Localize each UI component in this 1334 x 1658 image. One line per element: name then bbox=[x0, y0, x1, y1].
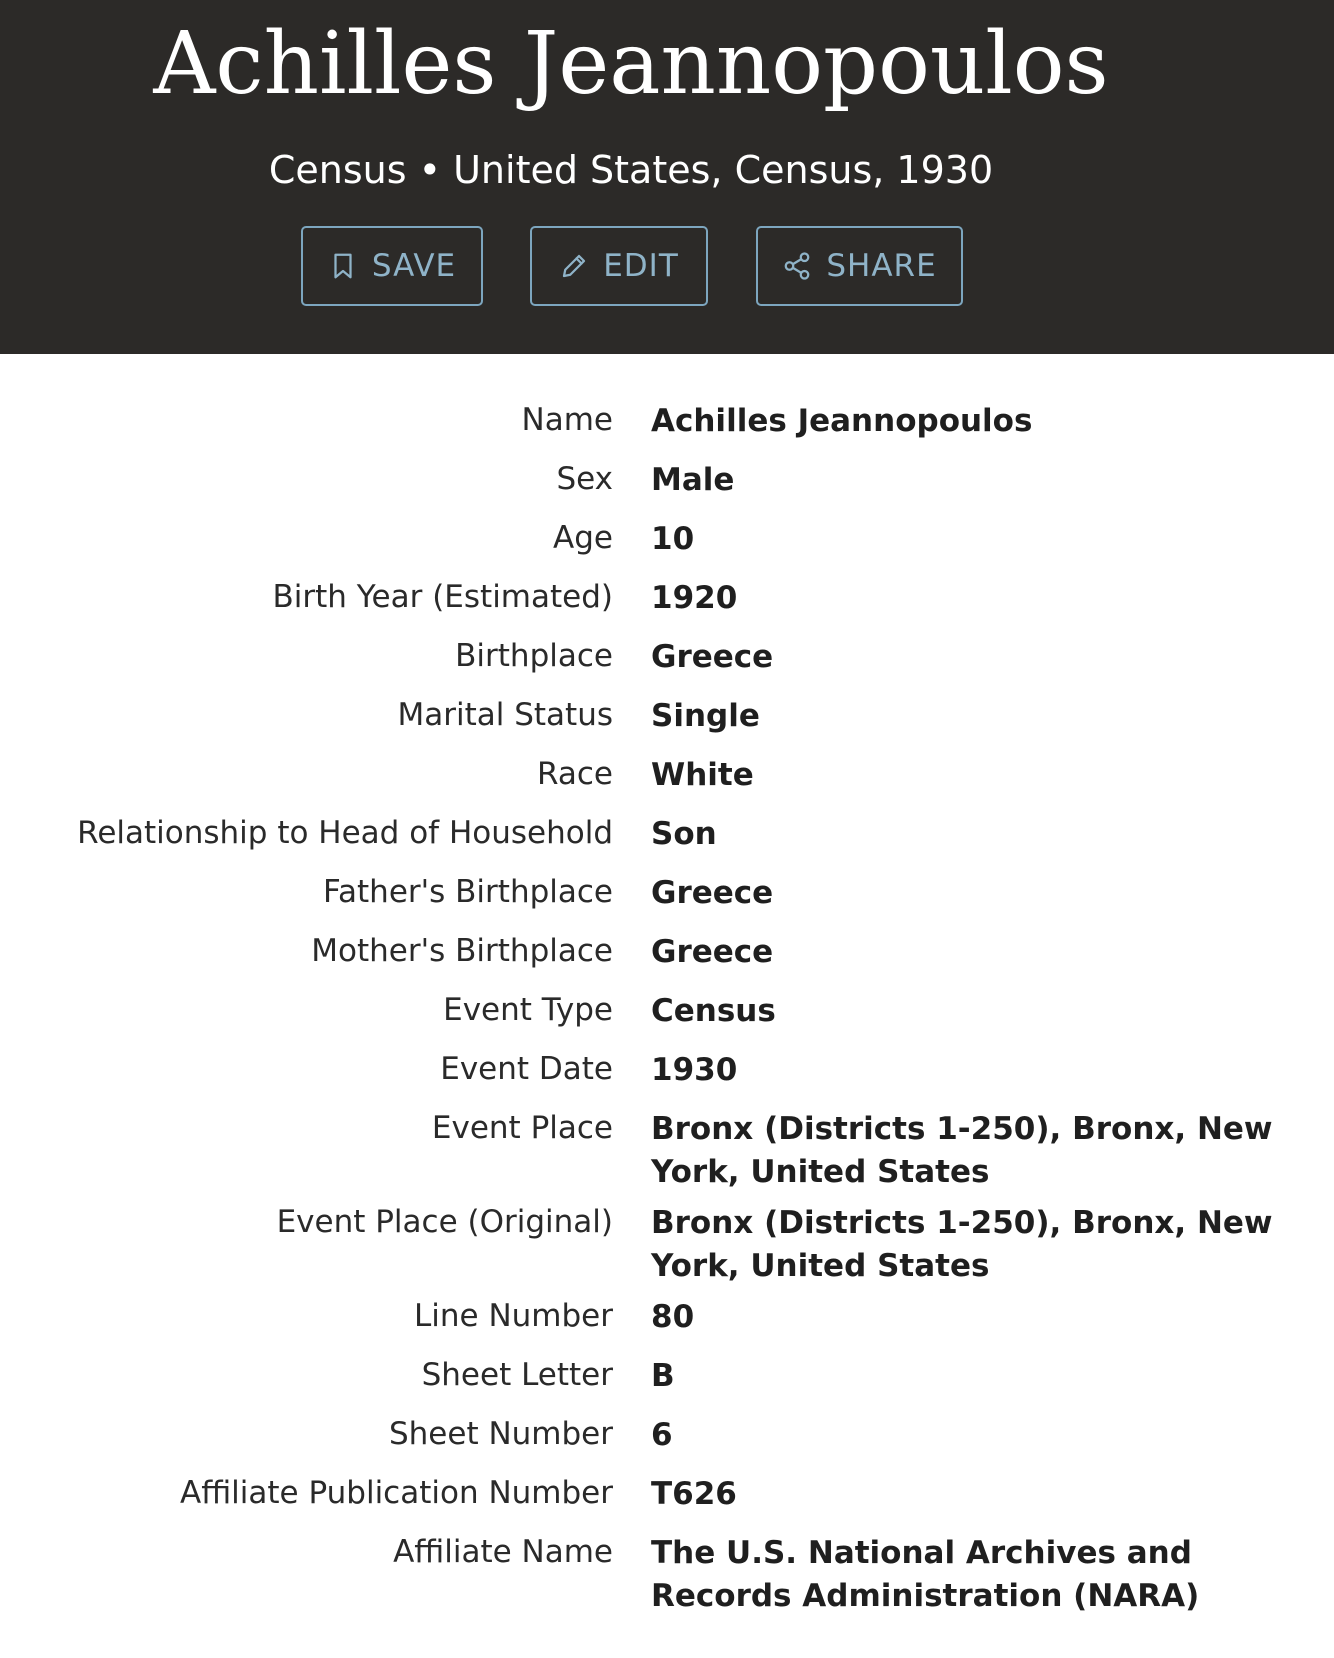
detail-label: Name bbox=[521, 402, 613, 438]
detail-value: Achilles Jeannopoulos bbox=[651, 403, 1033, 439]
detail-value: Greece bbox=[651, 875, 774, 911]
detail-label: Sheet Number bbox=[388, 1416, 613, 1452]
detail-value: Single bbox=[651, 698, 760, 734]
detail-row-event-date bbox=[0, 1049, 1334, 1108]
detail-row-mother-birthplace bbox=[0, 931, 1334, 990]
detail-value: Son bbox=[651, 816, 717, 852]
detail-label: Relationship to Head of Household bbox=[77, 815, 613, 851]
edit-button[interactable] bbox=[530, 226, 708, 306]
detail-row-event-type bbox=[0, 990, 1334, 1049]
edit-button-label: EDIT bbox=[603, 248, 679, 284]
record-title: Achilles Jeannopoulos bbox=[153, 14, 1109, 114]
detail-row-marital-status bbox=[0, 695, 1334, 754]
detail-label: Affiliate Name bbox=[393, 1534, 613, 1570]
pencil-icon bbox=[559, 251, 589, 281]
detail-row-relationship bbox=[0, 813, 1334, 872]
detail-label: Line Number bbox=[414, 1298, 613, 1334]
detail-value: Bronx (Districts 1-250), Bronx, New York, United States bbox=[651, 1205, 1273, 1284]
detail-value: B bbox=[651, 1358, 675, 1394]
share-button-label: SHARE bbox=[826, 248, 937, 284]
detail-label: Sex bbox=[556, 461, 613, 497]
share-button[interactable] bbox=[756, 226, 963, 306]
detail-label: Birth Year (Estimated) bbox=[272, 579, 613, 615]
detail-row-birthplace bbox=[0, 636, 1334, 695]
bookmark-icon bbox=[328, 251, 358, 281]
detail-label: Birthplace bbox=[455, 638, 613, 674]
detail-value: 80 bbox=[651, 1299, 695, 1335]
detail-value: Male bbox=[651, 462, 735, 498]
detail-row-age bbox=[0, 518, 1334, 577]
share-icon bbox=[782, 251, 812, 281]
detail-value: 10 bbox=[651, 521, 695, 557]
detail-row-sex bbox=[0, 459, 1334, 518]
record-header bbox=[0, 0, 1334, 354]
detail-value: Census bbox=[651, 993, 776, 1029]
detail-row-event-place-original bbox=[0, 1202, 1334, 1296]
detail-label: Mother's Birthplace bbox=[311, 933, 613, 969]
detail-label: Event Type bbox=[443, 992, 613, 1028]
detail-row-birth-year bbox=[0, 577, 1334, 636]
detail-row-affiliate-publication-number bbox=[0, 1473, 1334, 1532]
record-subtitle: Census • United States, Census, 1930 bbox=[268, 148, 994, 192]
detail-row-father-birthplace bbox=[0, 872, 1334, 931]
detail-value: White bbox=[651, 757, 754, 793]
detail-row-name bbox=[0, 400, 1334, 459]
save-button[interactable] bbox=[301, 226, 483, 306]
detail-label: Race bbox=[537, 756, 613, 792]
detail-label: Age bbox=[553, 520, 613, 556]
detail-row-race bbox=[0, 754, 1334, 813]
detail-label: Event Place bbox=[431, 1110, 613, 1146]
detail-value: The U.S. National Archives and Records Administration (NARA) bbox=[651, 1535, 1200, 1614]
detail-value: Bronx (Districts 1-250), Bronx, New York, United States bbox=[651, 1111, 1273, 1190]
save-button-label: SAVE bbox=[371, 248, 457, 284]
detail-label: Father's Birthplace bbox=[323, 874, 613, 910]
detail-value: 1920 bbox=[651, 580, 738, 616]
detail-row-affiliate-name bbox=[0, 1532, 1334, 1626]
detail-value: 1930 bbox=[651, 1052, 738, 1088]
detail-value: Greece bbox=[651, 639, 774, 675]
detail-label: Event Place (Original) bbox=[276, 1204, 613, 1240]
detail-label: Event Date bbox=[440, 1051, 613, 1087]
detail-row-sheet-number bbox=[0, 1414, 1334, 1473]
detail-row-event-place bbox=[0, 1108, 1334, 1202]
detail-label: Marital Status bbox=[397, 697, 613, 733]
detail-label: Affiliate Publication Number bbox=[180, 1475, 613, 1511]
record-details bbox=[0, 354, 1334, 1626]
detail-value: Greece bbox=[651, 934, 774, 970]
detail-label: Sheet Letter bbox=[421, 1357, 613, 1393]
detail-row-line-number bbox=[0, 1296, 1334, 1355]
detail-value: T626 bbox=[651, 1476, 737, 1512]
detail-row-sheet-letter bbox=[0, 1355, 1334, 1414]
detail-value: 6 bbox=[651, 1417, 673, 1453]
